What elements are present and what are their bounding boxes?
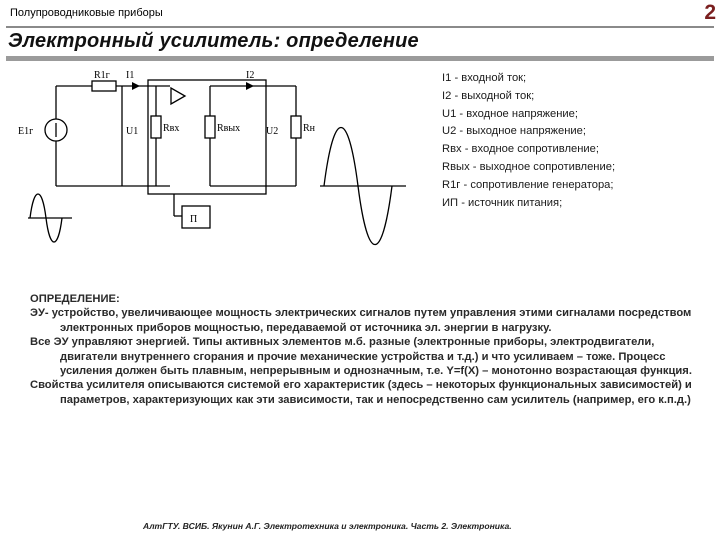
label-i1: I1 <box>126 70 135 81</box>
legend-item: I1 - входной ток; <box>442 72 527 84</box>
label-u2: U2 <box>266 126 279 137</box>
definition-paragraph-3: Свойства усилителя описываются системой его характеристик (здесь – некоторых функциональных зависимостей) и параметров, характеризующих как эти зависимости, так и непосредственно сам усилитель (например, его к.п.д.) <box>30 379 692 406</box>
amplifier-box <box>148 80 266 194</box>
definition-section <box>30 292 700 407</box>
definition-paragraph-1: ЭУ- устройство, увеличивающее мощность электрических сигналов путем управления этими сигналами посредством электронных приборов мощностью, передаваемой от источника эл. энергии в нагрузку. <box>30 307 692 334</box>
course-title: Полупроводниковые приборы <box>10 7 163 19</box>
legend-item: I2 - выходной ток; <box>442 89 535 102</box>
label-u1: U1 <box>126 126 139 137</box>
page-number: 2 <box>704 1 716 24</box>
amplifier-circuit-figure <box>14 68 422 246</box>
legend-item: Rвх - входное сопротивление; <box>442 143 599 156</box>
slide-header <box>0 0 720 28</box>
header-rule <box>6 26 714 28</box>
definition-heading: ОПРЕДЕЛЕНИЕ: <box>30 293 120 305</box>
legend-item: ИП - источник питания; <box>442 196 563 209</box>
footer-credit: АлтГТУ. ВСИБ. Якунин А.Г. Электротехника и электроника. Часть 2. Электроника. <box>143 521 512 531</box>
label-rn: Rн <box>303 123 316 134</box>
label-rvx: Rвх <box>163 123 180 134</box>
label-rvyx: Rвых <box>217 123 241 134</box>
label-i2: I2 <box>246 70 255 81</box>
page-title: Электронный усилитель: определение <box>8 30 419 52</box>
label-r1g: R1г <box>94 70 110 81</box>
i2-arrow <box>246 82 254 90</box>
legend-item: R1г - сопротивление генератора; <box>442 178 614 191</box>
legend-item: Rвых - выходное сопротивление; <box>442 160 616 173</box>
resistor-r1g <box>92 81 116 91</box>
resistor-rvx <box>151 116 161 138</box>
title-underline-bar <box>6 56 714 61</box>
label-e1g: E1г <box>18 126 34 137</box>
resistor-rn <box>291 116 301 138</box>
symbol-legend <box>442 70 712 212</box>
definition-paragraph-2: Все ЭУ управляют энергией. Типы активных элементов м.б. разные (электронные приборы, электродвигатели, двигатели внутреннего сгорания и прочие механические устройства и т.д.) и что усиливаем – тоже. Процесс усиления должен быть плавным, непрерывным и однозначным, т.е. Y=f(X) – монотонно возрастающая функция. <box>30 336 692 378</box>
label-power-supply: П <box>190 214 198 225</box>
amplifier-triangle <box>171 88 185 104</box>
legend-item: U2 - выходное напряжение; <box>442 125 587 138</box>
resistor-rvyx <box>205 116 215 138</box>
circuit-diagram <box>14 68 422 246</box>
i1-arrow <box>132 82 140 90</box>
legend-item: U1 - входное напряжение; <box>442 107 578 120</box>
